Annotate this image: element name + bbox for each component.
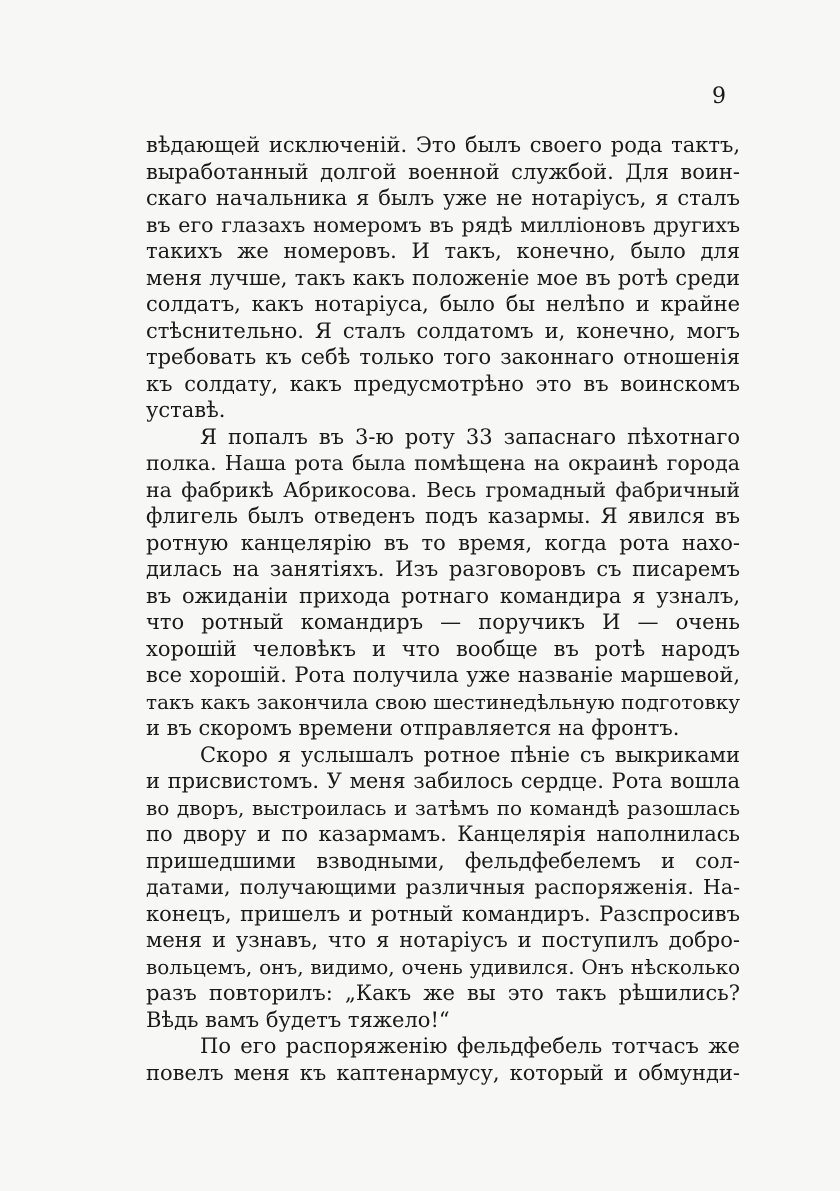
text-line: во дворъ, выстроилась и затѣмъ по командѣ разошлась xyxy=(146,795,740,820)
text-line: что ротный командиръ — поручикъ И — очень xyxy=(146,610,740,634)
text-line: такъ какъ закончила свою шестинедѣльную подготовку xyxy=(146,689,740,714)
text-line: разъ повторилъ: „Какъ же вы это такъ рѣшились? xyxy=(146,981,740,1005)
text-line: повелъ меня къ каптенармусу, который и обмунди- xyxy=(146,1060,740,1085)
page-number: 9 xyxy=(712,84,726,109)
text-line: ротную канцелярiю въ то время, когда рота нахо- xyxy=(146,530,740,555)
text-line: меня и узнавъ, что я нотарiусъ и поступилъ добро- xyxy=(146,928,740,952)
text-line: къ солдату, какъ предусмотрѣно это въ воинскомъ xyxy=(146,371,740,396)
paragraph xyxy=(146,1033,740,1086)
text-line: вѣдающей исключенiй. Это былъ своего рода тактъ, xyxy=(146,133,740,157)
text-line: По его распоряженiю фельдфебель тотчасъ же xyxy=(200,1034,740,1058)
text-line: Скоро я услышалъ ротное пѣнiе съ выкриками xyxy=(200,742,740,767)
text-line: датами, получающими различныя распоряженiя. На- xyxy=(146,875,740,899)
text-line: такихъ же номеровъ. И такъ, конечно, было для xyxy=(146,239,740,263)
text-line: въ ожиданiи прихода ротнаго командира я узналъ, xyxy=(146,583,740,608)
text-line: и въ скоромъ времени отправляется на фронтъ. xyxy=(146,716,680,740)
text-line: вольцемъ, онъ, видимо, очень удивился. Онъ нѣсколько xyxy=(146,954,740,979)
page-text xyxy=(146,132,740,1086)
text-line: скаго начальника я былъ уже не нотарiусъ, я сталъ xyxy=(146,186,740,210)
paragraph xyxy=(146,742,740,1034)
text-line: солдатъ, какъ нотарiуса, было бы нелѣпо и крайне xyxy=(146,292,740,316)
text-line: все хорошiй. Рота получила уже названiе маршевой, xyxy=(146,663,740,687)
text-line: уставѣ. xyxy=(146,398,226,422)
text-line: по двору и по казармамъ. Канцелярiя наполнилась xyxy=(146,822,740,846)
text-line: Вѣдь вамъ будетъ тяжело!“ xyxy=(146,1007,450,1032)
text-line: стѣснительно. Я сталъ солдатомъ и, конечно, могъ xyxy=(146,318,740,343)
paragraph xyxy=(146,424,740,742)
text-line: флигель былъ отведенъ подъ казармы. Я явился въ xyxy=(146,504,740,528)
text-line: пришедшими взводными, фельдфебелемъ и сол- xyxy=(146,848,740,873)
text-line: выработанный долгой военной службой. Для воин- xyxy=(146,159,740,184)
text-line: конецъ, пришелъ и ротный командиръ. Разспросивъ xyxy=(146,901,740,926)
text-line: дилась на занятiяхъ. Изъ разговоровъ съ писаремъ xyxy=(146,557,740,581)
text-line: полка. Наша рота была помѣщена на окраинѣ города xyxy=(146,451,740,475)
text-line: въ его глазахъ номеромъ въ рядѣ миллiоновъ другихъ xyxy=(146,212,740,237)
text-line: Я попалъ въ 3-ю роту 33 запаснаго пѣхотнаго xyxy=(200,424,740,449)
text-line: и присвистомъ. У меня забилось сердце. Рота вошла xyxy=(146,769,740,793)
paragraph xyxy=(146,132,740,424)
text-line: на фабрикѣ Абрикосова. Весь громадный фабричный xyxy=(146,477,740,502)
text-line: хорошiй человѣкъ и что вообще въ ротѣ народъ xyxy=(146,636,740,661)
text-line: меня лучше, такъ какъ положенiе мое въ ротѣ среди xyxy=(146,265,740,290)
text-line: требовать къ себѣ только того законнаго отношенiя xyxy=(146,345,740,369)
